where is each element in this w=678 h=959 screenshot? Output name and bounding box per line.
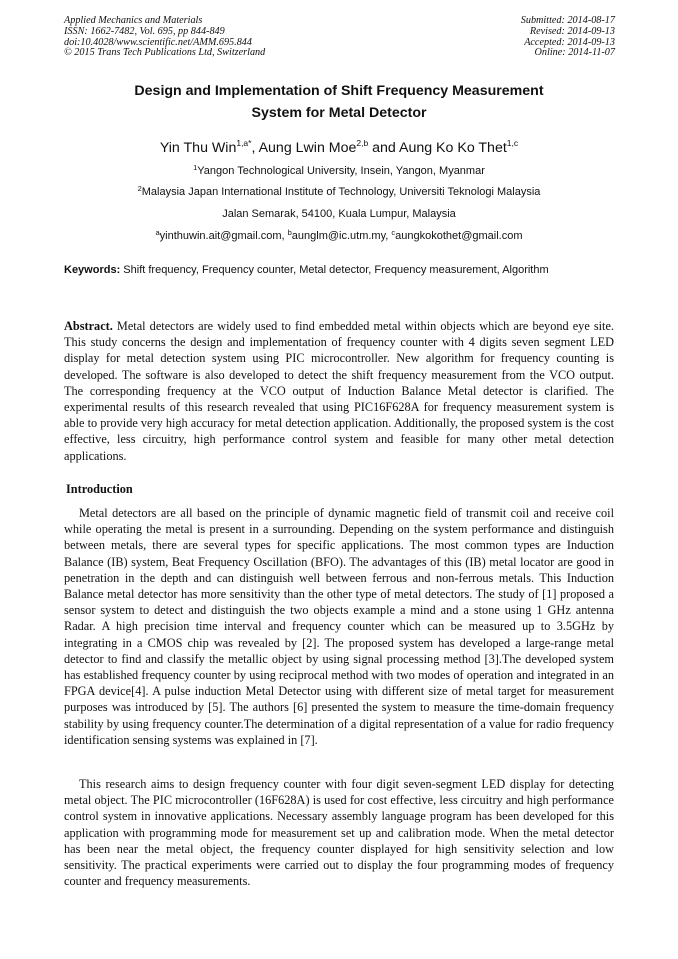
date-accepted: Accepted: 2014-09-13 — [524, 36, 615, 48]
introduction-paragraph-2: This research aims to design frequency counter with four digit seven-segment LED display for detecting metal object. The PIC microcontroller (16F628A) is used for cost effective, less circuitry and high performance control system in innovative applications. Necessary assembly language program has been developed for this application with programming mode for measurement set up and calibration mode. When the metal detector has been near the metal object, the frequency counter displayed for high sensitivity selection and low sensitivity. The practical experiments were carried out to display the four programming modes of frequency counter and frequency measurements. — [64, 777, 614, 889]
affiliation-1-text: Yangon Technological University, Insein, Yangon, Myanmar — [197, 165, 485, 177]
email-c-mark: c — [391, 228, 396, 237]
journal-header-left — [64, 16, 265, 59]
author-separator-2: and — [368, 140, 399, 156]
journal-doi: doi:10.4028/www.scientific.net/AMM.695.844 — [64, 36, 252, 48]
date-online: Online: 2014-11-07 — [534, 47, 615, 59]
abstract-text: Metal detectors are widely used to find embedded metal within objects which are beyond eye site. This study concerns the design and implementation of frequency counter with 4 digits seven segment LED display for metal detection system using PIC microcontroller. New algorithm for frequency counting is developed. The software is also developed to detect the shift frequency measurement from the VCO output. The corresponding frequency at the VCO output of Induction Balance Metal detector is clarified. The experimental results of this research revealed that using PIC16F628A for frequency measurement system is able to provide very high accuracy for metal detection application. Additionally, the proposed system is the cost effective, less circuitry, high performance control system and feasible for many other metal detection applications. — [64, 319, 614, 463]
paper-title-line-1: Design and Implementation of Shift Frequency Measurement — [134, 83, 544, 99]
date-revised: Revised: 2014-09-13 — [529, 25, 615, 37]
author-list — [64, 139, 614, 157]
paper-title-line-2: System for Metal Detector — [251, 105, 427, 121]
affiliation-2-mark: 2 — [137, 184, 142, 193]
paper-title — [64, 80, 614, 124]
affiliation-1-mark: 1 — [193, 163, 198, 172]
affiliation-1 — [64, 164, 614, 178]
author-1-affiliation-mark: 1,a* — [236, 138, 252, 148]
author-2-affiliation-mark: 2,b — [356, 138, 369, 148]
author-3-name: Aung Ko Ko Thet — [398, 140, 507, 156]
email-c: aungkokothet@gmail.com — [395, 230, 523, 242]
keywords-text: Shift frequency, Frequency counter, Metal detector, Frequency measurement, Algorithm — [120, 264, 549, 276]
author-separator-1: , — [251, 140, 259, 156]
affiliation-2 — [64, 185, 614, 199]
journal-header-right — [521, 16, 615, 59]
author-3-affiliation-mark: 1,c — [506, 138, 519, 148]
keywords-label: Keywords: — [64, 264, 121, 276]
keywords-section — [64, 263, 614, 278]
journal-copyright: © 2015 Trans Tech Publications Ltd, Switzerland — [64, 47, 266, 59]
introduction-paragraph-1: Metal detectors are all based on the principle of dynamic magnetic field of transmit coil and receive coil while operating the metal is present in a surrounding. Depending on the system performance and distinguish between metals, there are several types for specific applications. The most common types are Induction Balance (IB) system, Beat Frequency Oscillation (BFO). The advantages of this (IB) metal locator are good in penetration in the depth and can distinguish well between ferrous and non-ferrous metals. This Induction Balance metal detector has more sensitivity than the other type of metal detectors. The study of [1] proposed a sensor system to detect and distinguish the two objects example a mind and a stone using 1 GHz antenna Radar. A high precision time interval and frequency counter which can be measured up to 3.5GHz by integrating in a CMOS chip was revealed by [2]. The proposed system has developed a large-range metal detector to find and classify the metallic object by using signal processing method [3].The developed system has established frequency counter by using reciprocal method with two modes of operation and integrated in an FPGA device[4]. A pulse induction Metal Detector using with different size of metal target for measurement purposes was introduced by [5]. The authors [6] presented the system to measure the time-domain frequency stability by using frequency counter.The determination of a digital representation of a value for radio frequency identification sensing systems was explained in [7]. — [64, 506, 614, 747]
affiliation-2-text: Malaysia Japan International Institute of Technology, Universiti Teknologi Malaysia — [141, 186, 541, 198]
email-a: yinthuwin.ait@gmail.com, — [159, 230, 288, 242]
author-2-name: Aung Lwin Moe — [258, 140, 357, 156]
author-emails — [64, 229, 614, 243]
email-a-mark: a — [155, 228, 160, 237]
introduction-heading: Introduction — [66, 482, 133, 496]
journal-name: Applied Mechanics and Materials — [64, 15, 203, 26]
journal-issn: ISSN: 1662-7482, Vol. 695, pp 844-849 — [64, 25, 225, 37]
email-b: aunglm@ic.utm.my, — [291, 230, 392, 242]
email-b-mark: b — [287, 228, 292, 237]
date-submitted: Submitted: 2014-08-17 — [520, 15, 615, 26]
abstract-label: Abstract. — [64, 319, 113, 333]
affiliation-2-address: Jalan Semarak, 54100, Kuala Lumpur, Malaysia — [222, 208, 456, 220]
abstract-section — [64, 318, 614, 464]
author-1-name: Yin Thu Win — [159, 140, 237, 156]
